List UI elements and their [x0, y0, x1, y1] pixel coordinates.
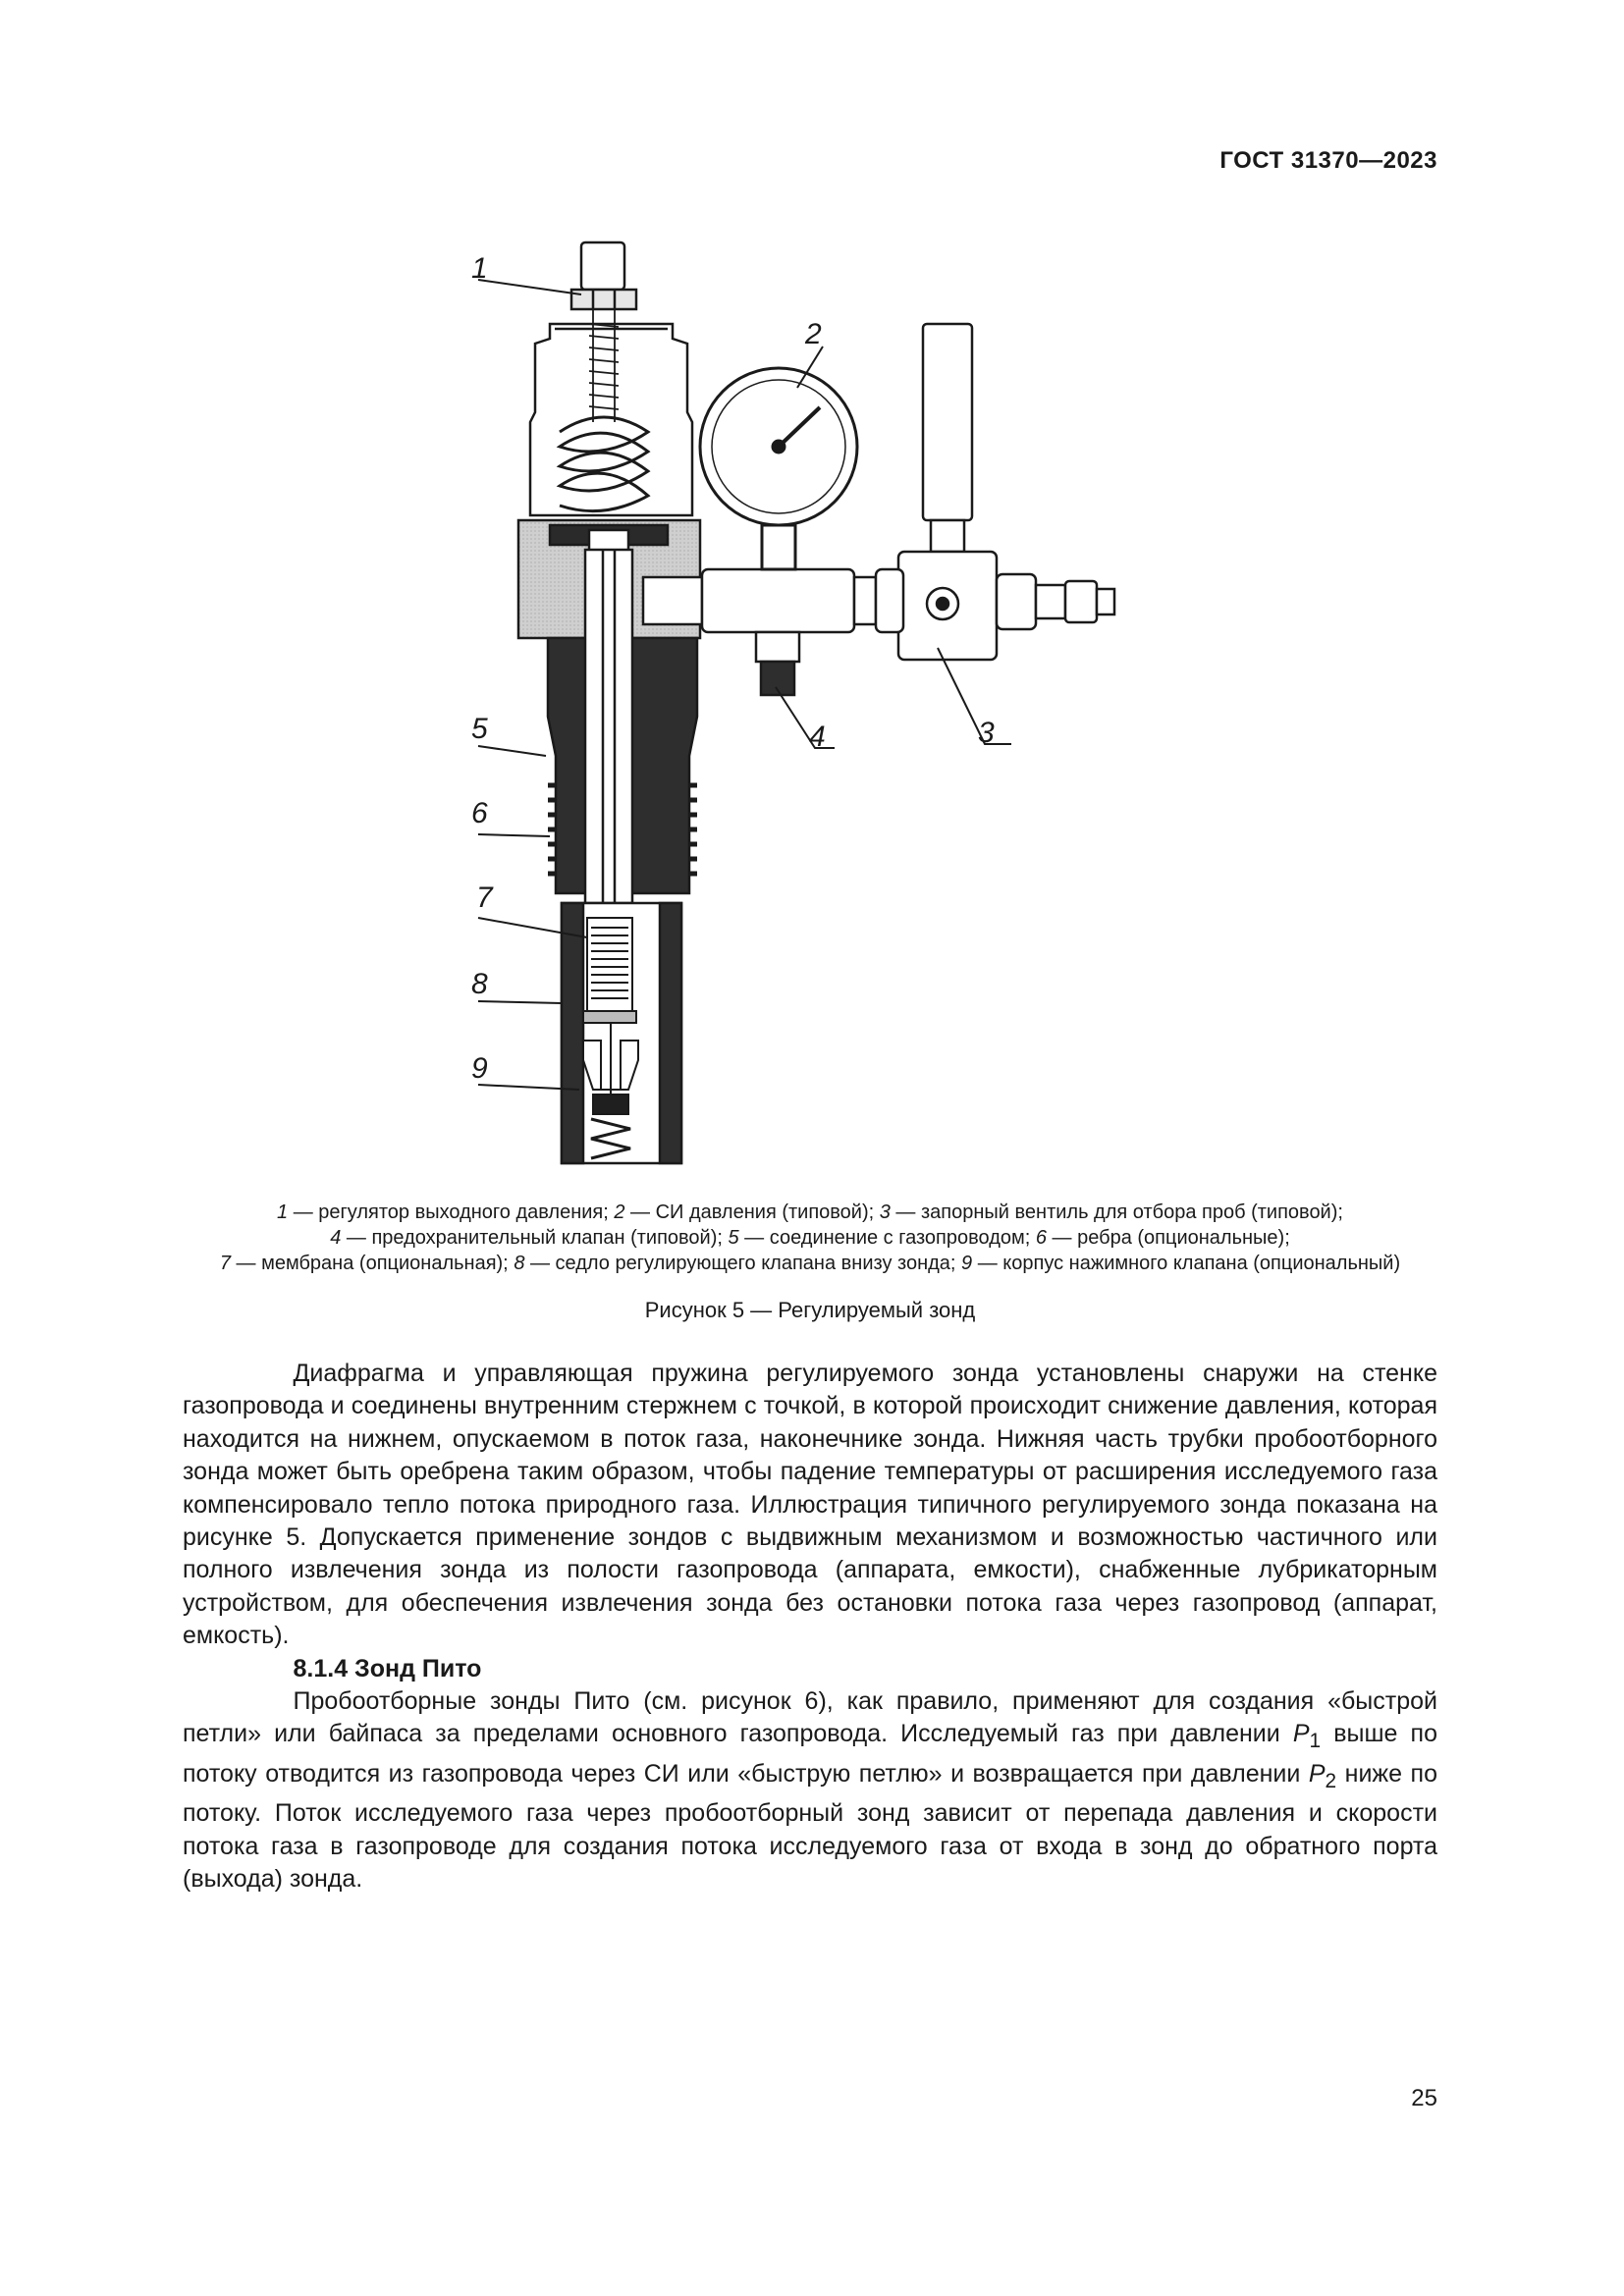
- paragraph-2-part-2: выше по потоку отводится из газопровода через СИ или «быструю петлю» и возвращается при давлении: [183, 1720, 1437, 1788]
- paragraph-2-part-3: ниже по потоку. Поток исследуемого газа через пробоотборный зонд зависит от перепада давления и скорости потока газа в газопроводе для создания потока исследуемого газа от входа в зонд до обратного порта (выхода) зонда.: [183, 1759, 1437, 1894]
- paragraph-2: [183, 1685, 1437, 1896]
- p1-subscript: 1: [1309, 1730, 1322, 1753]
- shutoff-valve: [876, 324, 1114, 660]
- figure-label-3: 3: [978, 717, 995, 749]
- legend-num: 6: [1035, 1227, 1047, 1249]
- legend-text: — предохранительный клапан (типовой);: [341, 1227, 729, 1249]
- figure-adjustable-probe: [432, 236, 1139, 1178]
- legend-num: 5: [728, 1227, 739, 1249]
- figure-label-2: 2: [805, 318, 822, 350]
- pressure-gauge: [700, 368, 857, 569]
- legend-text: — мембрана (опциональная);: [230, 1253, 514, 1274]
- legend-text: — СИ давления (типовой);: [624, 1201, 880, 1223]
- paragraph-2-part-1: Пробоотборные зонды Пито (см. рисунок 6), как правило, применяют для создания «быстрой петли» или байпаса за пределами основного газопровода. Исследуемый газ при давлении: [183, 1687, 1437, 1748]
- legend-num: 1: [277, 1201, 289, 1223]
- legend-text: — корпус нажимного клапана (опциональный): [972, 1253, 1401, 1274]
- legend-text: — регулятор выходного давления;: [288, 1201, 615, 1223]
- legend-num: 4: [330, 1227, 342, 1249]
- figure-label-8: 8: [471, 968, 488, 1000]
- figure-label-4: 4: [809, 721, 826, 753]
- figure-legend: [108, 1200, 1512, 1276]
- p2-variable: P: [1308, 1759, 1326, 1788]
- figure-label-1: 1: [471, 252, 488, 285]
- paragraph-1: Диафрагма и управляющая пружина регулируемого зонда установлены снаружи на стенке газопровода и соединены внутренним стержнем с точкой, в которой происходит снижение давления, которая находится на нижнем, опускаемом в поток газа, наконечнике зонда. Нижняя часть трубки пробоотборного зонда может быть оребрена таким образом, чтобы падение температуры от расширения исследуемого газа компенсировало тепло потока природного газа. Иллюстрация типичного регулируемого зонда показана на рисунке 5. Допускается применение зондов с выдвижным механизмом и возможностью частичного или полного извлечения зонда из полости газопровода (аппарата, емкости), снабженные лубрикаторным устройством, для обеспечения извлечения зонда без остановки потока газа через газопровод (аппарат, емкость).: [183, 1360, 1437, 1650]
- document-header: ГОСТ 31370—2023: [1219, 147, 1437, 174]
- legend-text: — запорный вентиль для отбора проб (типовой);: [890, 1201, 1343, 1223]
- legend-num: 2: [614, 1201, 625, 1223]
- p2-subscript: 2: [1325, 1769, 1337, 1792]
- page-number: 25: [1411, 2085, 1437, 2111]
- probe-drawing: [432, 236, 1139, 1178]
- inner-rod: [585, 550, 632, 903]
- p1-variable: P: [1292, 1720, 1310, 1748]
- relief-valve: [756, 632, 799, 695]
- figure-label-7: 7: [476, 881, 493, 914]
- section-heading: 8.1.4 Зонд Пито: [293, 1654, 482, 1682]
- figure-caption: Рисунок 5 — Регулируемый зонд: [644, 1298, 976, 1322]
- figure-label-5: 5: [471, 713, 488, 745]
- figure-label-9: 9: [471, 1052, 488, 1085]
- body-text: [183, 1358, 1437, 1896]
- legend-text: — соединение с газопроводом;: [738, 1227, 1036, 1249]
- legend-num: 7: [219, 1253, 231, 1274]
- regulator-knob: [571, 242, 636, 309]
- legend-num: 3: [879, 1201, 891, 1223]
- membrane: [583, 918, 636, 1023]
- legend-line-1: [108, 1200, 1512, 1225]
- legend-num: 8: [514, 1253, 525, 1274]
- outlet-piping: [643, 569, 876, 632]
- legend-line-3: [108, 1251, 1512, 1276]
- legend-num: 9: [961, 1253, 973, 1274]
- legend-line-2: [108, 1225, 1512, 1251]
- figure-label-6: 6: [471, 797, 488, 829]
- legend-text: — ребра (опциональные);: [1047, 1227, 1290, 1249]
- legend-text: — седло регулирующего клапана внизу зонда;: [524, 1253, 962, 1274]
